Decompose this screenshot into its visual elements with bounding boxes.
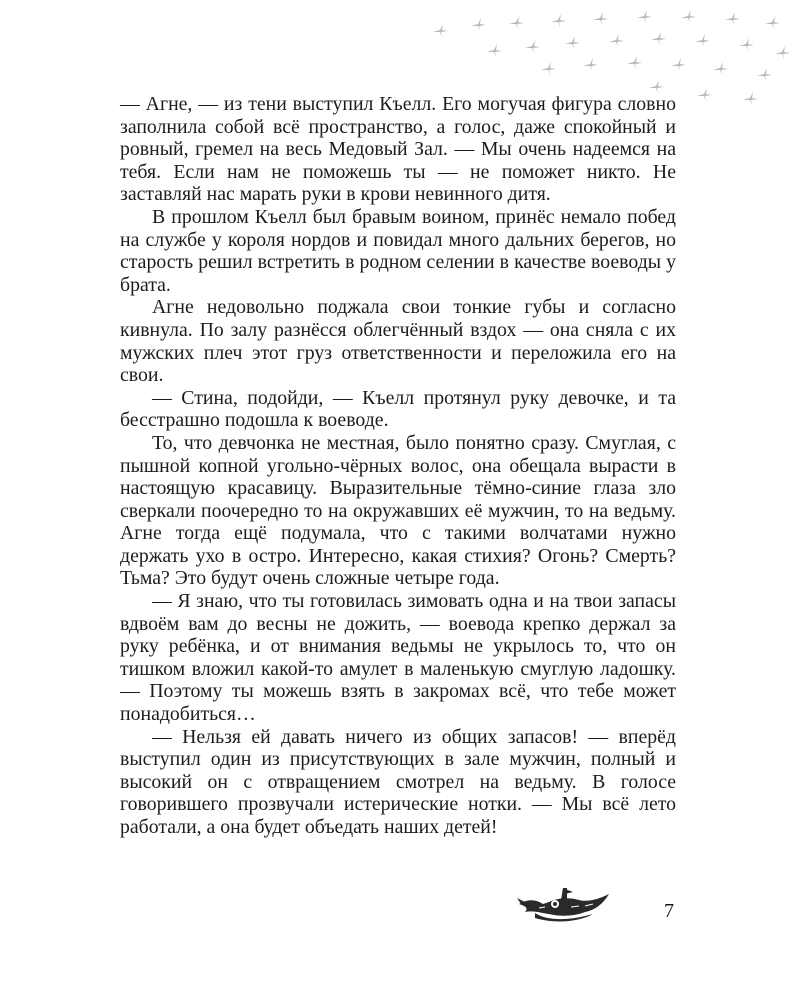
bird-icon: [697, 88, 712, 101]
bird-icon: [757, 68, 772, 81]
paragraph-1: — Агне, — из тени выступил Къелл. Его могучая фигура словно заполнила собой всё пространство, а голос, даже спокойный и ровный, гремел на весь Медовый Зал. — Мы очень надеемся на тебя. Если нам не поможешь ты — не поможет никто. Не заставляй нас марать руки в крови невинного дитя.: [120, 93, 676, 206]
bird-icon: [609, 34, 624, 47]
bird-icon: [743, 92, 758, 105]
main-text: [120, 93, 676, 839]
bird-icon: [627, 56, 642, 69]
dragon-ship-drawing-icon: [515, 880, 615, 930]
bird-icon: [593, 12, 608, 25]
flying-birds-icon: [420, 10, 800, 105]
paragraph-6: — Я знаю, что ты готовилась зимовать одна и на твои запасы вдвоём вам до весны не дожить, — воевода крепко держал за руку ребёнка, и от внимания ведьмы не укрылось то, что он тишком вложил какой-то амулет в маленькую смуглую ладошку. — Поэтому ты можешь взять в закромах всё, что тебе может понадобиться…: [120, 590, 676, 726]
bird-icon: [681, 10, 696, 23]
bird-icon: [565, 36, 580, 49]
paragraph-5: То, что девчонка не местная, было понятно сразу. Смуглая, с пышной копной угольно-чёрных волос, она обещала вырасти в настоящую красавицу. Выразительные тёмно-синие глаза зло сверкали поочередно то на окружавших её мужчин, то на ведьму. Агне тогда ещё подумала, что с такими волчатами нужно держать ухо в остро. Интересно, какая стихия? Огонь? Смерть? Тьма? Это будут очень сложные четыре года.: [120, 431, 676, 590]
bird-icon: [649, 80, 664, 93]
page-number: 7: [664, 900, 674, 922]
bird-icon: [509, 16, 524, 29]
bird-icon: [471, 18, 486, 31]
bird-icon: [525, 40, 540, 53]
bird-icon: [551, 14, 566, 27]
paragraph-7: — Нельзя ей давать ничего из общих запасов! — вперёд выступил один из присутствующих в зале мужчин, полный и высокий он с отвращением смотрел на ведьму. В голосе говорившего прозвучали истерические нотки. — Мы всё лето работали, а она будет объедать наших детей!: [120, 725, 676, 838]
bird-icon: [433, 24, 448, 37]
bird-icon: [671, 58, 686, 71]
bird-icon: [695, 34, 710, 47]
bird-icon: [765, 16, 780, 29]
bird-icon: [725, 12, 740, 25]
bird-icon: [487, 44, 502, 57]
bird-icon: [739, 38, 754, 51]
bird-icon: [713, 62, 728, 75]
paragraph-4: — Стина, подойди, — Къелл протянул руку девочке, и та бесстрашно подошла к воеводе.: [120, 386, 676, 432]
bird-icon: [775, 46, 790, 59]
bird-icon: [637, 10, 652, 23]
bird-icon: [583, 58, 598, 71]
bird-icon: [651, 32, 666, 45]
paragraph-3: Агне недовольно поджала свои тонкие губы и согласно кивнула. По залу разнёсся облегчённый вздох — она сняла с их мужских плеч этот груз ответственности и переложила его на свои.: [120, 296, 676, 387]
bird-icon: [541, 62, 556, 75]
paragraph-2: В прошлом Къелл был бравым воином, принёс немало побед на службе у короля нордов и повидал много дальних берегов, но старость решил встретить в родном селении в качестве воеводы у брата.: [120, 205, 676, 296]
